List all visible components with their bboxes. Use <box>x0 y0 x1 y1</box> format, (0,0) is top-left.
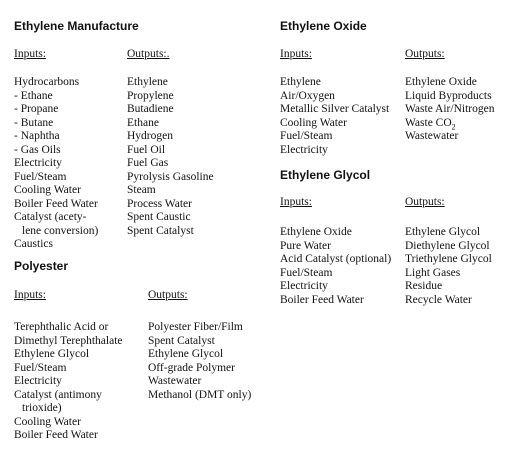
list-item: Liquid Byproducts <box>405 89 492 102</box>
list-item: Electricity <box>14 157 62 169</box>
list-item: Pure Water <box>280 239 331 252</box>
outputs-header: Outputs: <box>405 196 445 208</box>
list-item: - Ethane <box>14 89 53 102</box>
list-item: Cooling Water <box>280 116 347 129</box>
section-ethylene-oxide <box>280 19 515 159</box>
list-item: Ethylene Glycol <box>14 348 90 360</box>
inputs-header: Inputs: <box>280 196 312 208</box>
list-item: Off-grade Polymer <box>148 361 235 374</box>
list-item <box>405 117 494 131</box>
list-item: Metallic Silver Catalyst <box>280 103 390 115</box>
list-item: Air/Oxygen <box>280 89 335 102</box>
list-item: Ethylene <box>127 76 168 88</box>
list-item: lene conversion) <box>22 224 99 237</box>
list-item: - Butane <box>14 116 54 129</box>
list-item: Cooling Water <box>14 184 81 196</box>
list-item: Caustics <box>14 238 53 250</box>
list-item: Recycle Water <box>405 293 472 306</box>
inputs-column <box>14 48 98 252</box>
list-item: Ethane <box>127 116 159 129</box>
list-item: Acid Catalyst (optional) <box>280 253 392 265</box>
list-item: Wastewater <box>148 375 202 387</box>
list-item: Boiler Feed Water <box>280 293 364 306</box>
list-item: Methanol (DMT only) <box>148 388 252 401</box>
list-item: Propylene <box>127 89 174 102</box>
list-item: Terephthalic Acid or <box>14 321 109 333</box>
list-item: - Propane <box>14 103 59 115</box>
list-item: Pyrolysis Gasoline <box>127 170 214 183</box>
inputs-column <box>14 289 123 443</box>
list-item: Spent Catalyst <box>127 224 194 237</box>
list-item: Spent Caustic <box>127 211 191 223</box>
list-item: Butadiene <box>127 103 174 115</box>
list-item: Fuel/Steam <box>14 170 67 183</box>
outputs-column <box>405 196 492 307</box>
section-title: Ethylene Manufacture <box>14 19 139 33</box>
inputs-column <box>280 196 391 307</box>
list-item: Fuel/Steam <box>14 361 67 374</box>
list-item: Fuel/Steam <box>280 266 333 279</box>
list-item: Spent Catalyst <box>148 334 215 347</box>
list-item: Catalyst (acety- <box>14 211 87 223</box>
list-item: Ethylene Oxide <box>280 226 352 238</box>
list-item: Diethylene Glycol <box>405 239 490 252</box>
outputs-header: Outputs: <box>148 289 188 301</box>
list-item: Hydrocarbons <box>14 76 80 88</box>
inputs-header: Inputs: <box>14 289 46 301</box>
inputs-header: Inputs: <box>280 48 312 60</box>
list-item: Boiler Feed Water <box>14 429 98 441</box>
section-title: Ethylene Glycol <box>280 168 371 182</box>
list-item: Residue <box>405 280 443 292</box>
list-item: Ethylene Glycol <box>405 226 481 238</box>
list-item: - Naphtha <box>14 130 60 142</box>
list-item: Boiler Feed Water <box>14 197 98 210</box>
list-item: Fuel Gas <box>127 157 169 169</box>
outputs-header: Outputs:. <box>127 48 170 60</box>
outputs-column <box>405 48 494 144</box>
list-item: Process Water <box>127 197 192 210</box>
list-item: Electricity <box>280 280 328 292</box>
list-item: - Gas Oils <box>14 143 61 156</box>
list-item: Electricity <box>14 375 62 387</box>
list-item: Catalyst (antimony <box>14 388 102 401</box>
list-item: Triethylene Glycol <box>405 253 492 265</box>
waste-co-label: Waste CO <box>405 116 452 129</box>
outputs-column <box>127 48 214 238</box>
list-item: Light Gases <box>405 266 461 279</box>
section-title: Polyester <box>14 259 69 273</box>
list-item: Cooling Water <box>14 415 81 428</box>
list-item: Wastewater <box>405 130 459 142</box>
list-item: trioxide) <box>22 402 62 414</box>
section-title: Ethylene Oxide <box>280 19 367 33</box>
inputs-column <box>280 48 389 157</box>
list-item: Ethylene Glycol <box>148 348 224 360</box>
list-item: Polyester Fiber/Film <box>148 321 243 333</box>
co2-subscript: 2 <box>451 121 456 131</box>
inputs-header: Inputs: <box>14 48 46 60</box>
section-ethylene-glycol <box>280 168 515 308</box>
list-item: Waste Air/Nitrogen <box>405 103 495 115</box>
list-item: Dimethyl Terephthalate <box>14 334 123 347</box>
list-item: Electricity <box>280 143 328 156</box>
list-item: Fuel/Steam <box>280 130 333 142</box>
list-item: Ethylene <box>280 76 321 88</box>
list-item: Hydrogen <box>127 130 173 142</box>
outputs-header: Outputs: <box>405 48 445 60</box>
section-ethylene-manufacture <box>14 19 269 259</box>
section-polyester <box>14 259 274 459</box>
outputs-column <box>148 289 251 402</box>
list-item: Ethylene Oxide <box>405 76 477 88</box>
list-item: Steam <box>127 184 156 196</box>
list-item: Fuel Oil <box>127 143 166 156</box>
